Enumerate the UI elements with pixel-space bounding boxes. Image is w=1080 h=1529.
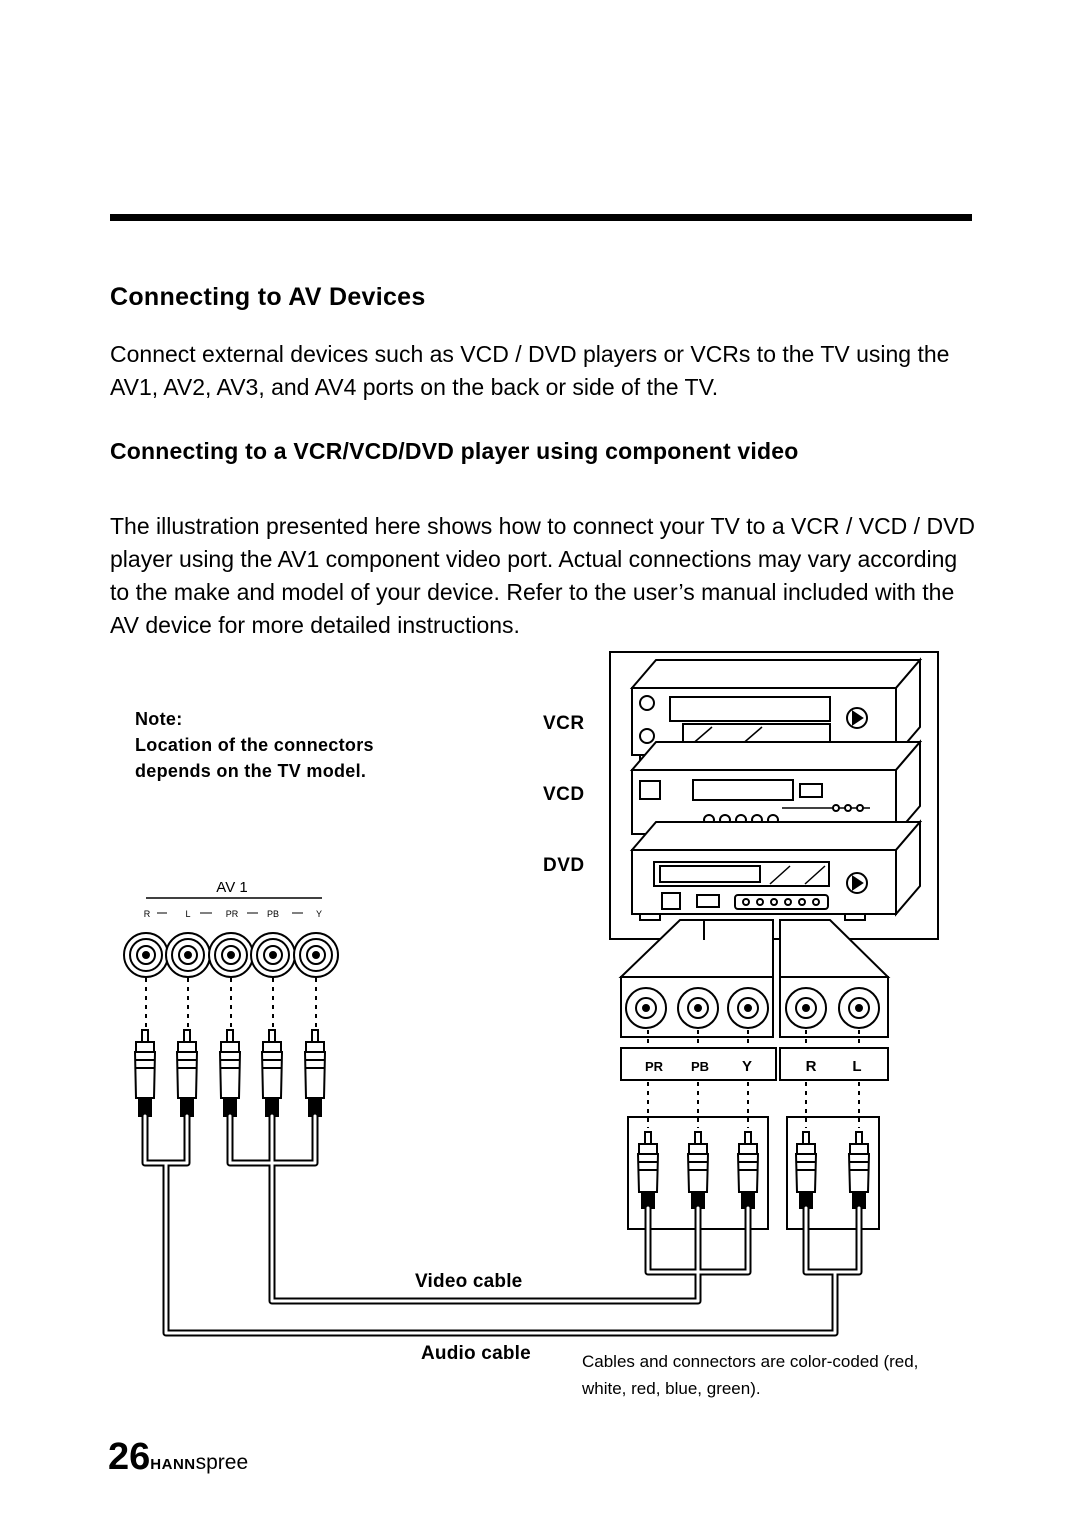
tv-port-pb: PB <box>266 909 280 919</box>
label-vcr: VCR <box>543 713 585 734</box>
brand-logo-bold: HANN <box>150 1456 196 1473</box>
device-port-y: Y <box>741 1058 753 1075</box>
tv-port-pr: PR <box>225 909 239 919</box>
color-code-caption: Cables and connectors are color-coded (red, white, red, blue, green). <box>582 1352 919 1398</box>
device-plugs <box>638 1132 869 1208</box>
intro-paragraph: Connect external devices such as VCD / DVD players or VCRs to the TV using the AV1, AV2, AV3, and AV4 ports on the back or side of the TV. <box>110 341 950 400</box>
tv-guide-lines <box>146 978 316 1028</box>
tv-port-r: R <box>143 909 151 919</box>
tv-port-l: L <box>185 909 191 919</box>
label-dvd: DVD <box>543 855 585 876</box>
device-port-pr: PR <box>644 1059 664 1074</box>
brand-logo-light: spree <box>195 1451 249 1474</box>
tv-plugs <box>135 1030 325 1116</box>
video-cable-label: Video cable <box>415 1271 523 1292</box>
dvd-unit <box>632 822 920 920</box>
page-number: 26 <box>108 1436 151 1478</box>
device-port-l: L <box>852 1058 862 1075</box>
section-heading: Connecting to AV Devices <box>110 283 426 311</box>
device-port-pb: PB <box>690 1059 710 1074</box>
subsection-heading: Connecting to a VCR/VCD/DVD player using component video <box>110 438 799 464</box>
body-paragraph: The illustration presented here shows how to connect your TV to a VCR / VCD / DVD player using the AV1 component video port. Actual connections may vary according to the make and model of your device. Refer to the user’s manual included with the AV device for more detailed instructions. <box>110 513 976 638</box>
audio-cable-label: Audio cable <box>421 1343 531 1364</box>
note-title: Note: <box>135 709 183 729</box>
note-line-1: Location of the connectors <box>135 735 374 755</box>
tv-port-y: Y <box>315 909 323 919</box>
device-port-r: R <box>805 1058 817 1075</box>
note-line-2: depends on the TV model. <box>135 761 367 781</box>
tv-jacks <box>124 933 338 977</box>
label-vcd: VCD <box>543 784 585 805</box>
av1-title: AV 1 <box>216 879 248 896</box>
